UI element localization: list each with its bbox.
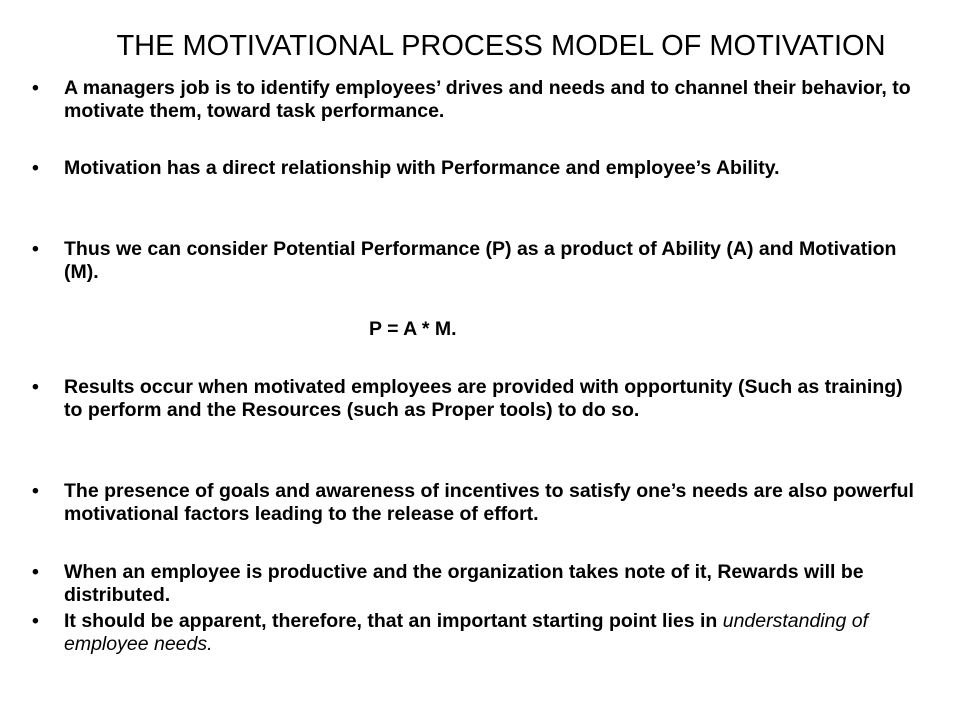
- formula: P = A * M.: [369, 318, 457, 340]
- bullet-marker: •: [32, 561, 39, 583]
- bullet-marker: •: [32, 157, 39, 179]
- bullet-marker: •: [32, 610, 39, 632]
- bullet-text: A managers job is to identify employees’ drives and needs and to channel their behavior, to motivate them, toward task performance.: [64, 77, 911, 122]
- bullet-text-bold: It should be apparent, therefore, that an important starting point lies in: [64, 610, 723, 632]
- bullet-marker: •: [32, 376, 39, 398]
- bullet-text: Results occur when motivated employees are provided with opportunity (Such as training) to perform and the Resources (such as Proper tools) to do so.: [64, 376, 903, 421]
- bullet-text: When an employee is productive and the organization takes note of it, Rewards will be distributed.: [64, 561, 864, 606]
- bullet-text: [64, 610, 924, 656]
- bullet-marker: •: [32, 480, 39, 502]
- bullet-marker: •: [32, 77, 39, 99]
- bullet-text-italic: understanding of employee needs.: [64, 610, 868, 655]
- slide-title: THE MOTIVATIONAL PROCESS MODEL OF MOTIVATION: [116, 30, 886, 62]
- bullet-text: The presence of goals and awareness of incentives to satisfy one’s needs are also powerful motivational factors leading to the release of effort.: [64, 480, 914, 525]
- bullet-marker: •: [32, 238, 39, 260]
- bullet-text: Thus we can consider Potential Performance (P) as a product of Ability (A) and Motivation (M).: [64, 238, 897, 283]
- bullet-text: Motivation has a direct relationship with Performance and employee’s Ability.: [64, 157, 780, 179]
